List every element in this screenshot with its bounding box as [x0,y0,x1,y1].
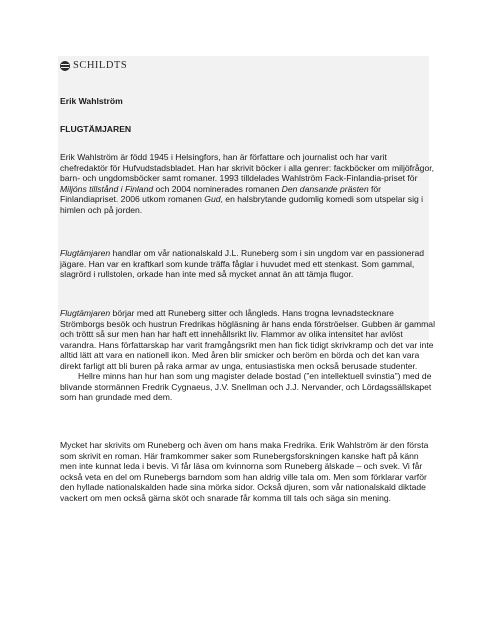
paragraph-author-bio: Erik Wahlström är född 1945 i Helsingfors, han är författare och journalist och har varit chefredaktör för Hufvudstadsbladet. Han har skrivit böcker i alla genrer: fackböcker om miljöfrågor, barn- och ungdomsböcker samt romaner. 1993 tilldelades Wahlström Fack-Finlandia-priset för Miljöns tillstånd i Finland och 2004 nominerades romanen Den dansande prästen för Finlandiapriset. 2006 utkom romanen Gud, en halsbrytande gudomlig komedi som utspelar sig i himlen och på jorden. [60,152,434,215]
book-title: FLUGTÄMJAREN [60,124,132,134]
paragraph-plot: Flugtämjaren börjar med att Runeberg sitter och långleds. Hans trogna levnadstecknare Strömborgs besök och hustrun Fredrikas högläsning är hans enda förströelser. Gubben är gammal och tröttt så sur men han har haft ett innehållsrikt liv. Flammor av olika intensitet har avlöst varandra. Hans författarskap har varit framgångsrikt men han fick tidigt skrivkramp och det var inte alltid lätt att vara en nationell ikon. Med åren blir smicker och beröm en börda och det kan vara direkt farligt att bli buren på raka armar av unga, entusiastiska men också berusade studenter. Hellre minns han hur han som ung magister delade bostad (”en intellektuell svinstia”) med de blivande stormännen Fredrik Cygnaeus, J.V. Snellman och J.J. Nervander, och Lördagssällskapet som han grundade med dem. [60,308,435,402]
publisher-logo [60,60,127,71]
paragraph-book-summary: Flugtämjaren handlar om vår nationalskald J.L. Runeberg som i sin ungdom var en passionerad jägare. Han var en kraftkarl som kunde träffa fåglar i huvudet med ett stenkast. Som gammal, slagrörd i rullstolen, orkade han inte med så mycket annat än att tämja flugor. [60,248,425,279]
publisher-name: SCHILDTS [73,60,128,71]
paragraph-novel-context: Mycket har skrivits om Runeberg och även om hans maka Fredrika. Erik Wahlström är den första som skrivit en roman. Här framkommer saker som Runebergsforskningen kanske haft på känn men inte kunnat leda i bevis. Vi får läsa om kvinnorna som Runeberg älskade – och svek. Vi får också veta en del om Runebergs barndom som han aldrig ville tala om. Men som förklarar varför den hyllade nationalskalden hade sina mörka sidor. Också djuren, som vår nationalskald diktade vackert om men också gärna sköt och snarade får komma till tals och säga sin mening. [60,440,429,503]
author-name: Erik Wahlström [60,96,123,106]
schildts-logo-icon [60,61,70,71]
